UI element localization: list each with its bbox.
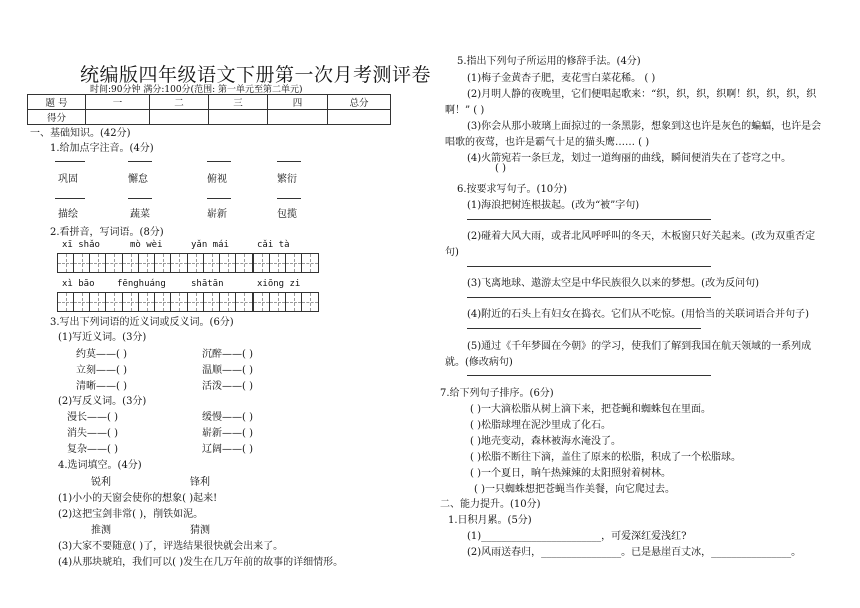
antonym-item[interactable]: 崭新——( ): [202, 428, 253, 439]
list-item[interactable]: ( )松脂不断往下滴，盖住了原来的松脂，积成了一个松脂球。: [470, 452, 741, 463]
antonym-item[interactable]: 缓慢——( ): [202, 412, 253, 423]
sentence: (4)附近的石头上有妇女在捣衣。它们从不吃惊。(用恰当的关联词语合并句子): [467, 309, 809, 320]
answer-blank[interactable]: [207, 198, 231, 199]
pinyin: xiōng zi: [257, 279, 301, 289]
score-cell[interactable]: [86, 110, 150, 125]
score-cell[interactable]: [150, 110, 209, 125]
score-header: 总分: [328, 95, 391, 110]
writing-grid[interactable]: [122, 292, 188, 312]
writing-grid[interactable]: [187, 292, 253, 312]
sentence: (3)飞离地球、遨游太空是中华民族很久以来的梦想。(改为反问句): [467, 278, 759, 289]
synonym-item[interactable]: 活泼——( ): [202, 381, 253, 392]
word: 包揽: [277, 209, 297, 220]
answer-blank[interactable]: [207, 161, 231, 162]
synonym-item[interactable]: 温顺——( ): [202, 365, 253, 376]
question-title: 1.日积月累。(5分): [448, 515, 532, 526]
question-title: 4.选词填空。(4分): [58, 460, 142, 471]
writing-grid[interactable]: [57, 292, 123, 312]
sentence[interactable]: (2)这把宝剑非常( )，削铁如泥。: [58, 509, 204, 520]
answer-line[interactable]: [467, 375, 711, 376]
antonym-item[interactable]: 消失——( ): [67, 428, 118, 439]
word-option: 锐利: [91, 477, 111, 488]
subquestion-title: (1)写近义词。(3分): [58, 332, 147, 343]
synonym-item[interactable]: 清晰——( ): [76, 381, 127, 392]
question-title: 6.按要求写句子。(10分): [457, 184, 568, 195]
subquestion-title: (2)写反义词。(3分): [58, 396, 147, 407]
pinyin: yǎn mái: [191, 240, 229, 250]
pinyin: xī shǎo: [62, 240, 100, 250]
answer-blank[interactable]: [277, 198, 301, 199]
answer-blank[interactable]: [55, 161, 85, 162]
question-title: 2.看拼音，写词语。(8分): [50, 227, 164, 238]
list-item[interactable]: ( )一个夏日，晌午热辣辣的太阳照射着树林。: [470, 468, 671, 479]
pinyin: xì bāo: [62, 279, 95, 289]
synonym-item[interactable]: 约莫——( ): [76, 349, 127, 360]
sentence: (4)火箭宛若一条巨龙，划过一道绚丽的曲线，瞬间便消失在了苍穹之中。: [467, 153, 792, 164]
score-cell[interactable]: [268, 110, 328, 125]
answer-line[interactable]: [467, 219, 711, 220]
sentence[interactable]: (1)________________________，可爱深红爱浅红?: [467, 531, 687, 542]
score-table-header-row: [28, 95, 391, 110]
list-item[interactable]: ( )松脂球埋在泥沙里成了化石。: [470, 420, 611, 431]
score-header: 四: [268, 95, 328, 110]
question-title: 3.写出下列词语的近义词或反义词。(6分): [50, 317, 234, 328]
writing-grid[interactable]: [122, 253, 188, 273]
word: 崭新: [207, 209, 227, 220]
sentence: (1)海浪把树连根拔起。(改为“被”字句): [467, 200, 640, 211]
list-item[interactable]: ( )地壳变动，森林被海水淹没了。: [470, 436, 621, 447]
score-header: 三: [209, 95, 268, 110]
pinyin: mò wèi: [130, 240, 163, 250]
sentence: (3)你会从那小玻璃上面掠过的一条黑影，想象到这也许是灰色的蝙蝠，也许是会: [467, 121, 822, 132]
writing-grid[interactable]: [253, 253, 319, 273]
answer-line[interactable]: [467, 297, 711, 298]
sentence: 句): [445, 247, 459, 258]
question-title: 7.给下列句子排序。(6分): [440, 388, 554, 399]
question-title: 5.指出下列句子所运用的修辞手法。(4分): [457, 56, 641, 67]
score-row-label: 得分: [28, 110, 86, 125]
sentence: 就。(修改病句): [445, 357, 513, 368]
sentence[interactable]: 唱歌的夜莺，也许是霸气十足的猫头鹰…… ( ): [445, 137, 650, 148]
score-table: [27, 94, 391, 125]
list-item[interactable]: ( )一大滴松脂从树上滴下来，把苍蝇和蜘蛛包在里面。: [470, 404, 711, 415]
synonym-item[interactable]: 立刻——( ): [76, 365, 127, 376]
sentence[interactable]: (3)大家不要随意( )了，评选结果很快就会出来了。: [58, 541, 284, 552]
score-cell[interactable]: [209, 110, 268, 125]
word: 俯视: [207, 174, 227, 185]
sentence[interactable]: (4)从那块琥珀，我们可以( )发生在几万年前的故事的详细情形。: [58, 557, 344, 568]
word: 繁衍: [277, 174, 297, 185]
answer-line[interactable]: [467, 266, 711, 267]
sentence[interactable]: (1)梅子金黄杏子肥，麦花雪白菜花稀。 ( ): [467, 73, 656, 84]
answer-paren[interactable]: ( ): [495, 163, 506, 174]
score-header: 题 号: [28, 95, 86, 110]
answer-blank[interactable]: [55, 198, 85, 199]
list-item[interactable]: ( )一只蜘蛛想把苍蝇当作美餐，向它爬过去。: [474, 484, 675, 495]
word-option: 锋利: [190, 477, 210, 488]
pinyin: fēnghuáng: [117, 279, 166, 289]
word-option: 推测: [91, 525, 111, 536]
antonym-item[interactable]: 漫长——( ): [67, 412, 118, 423]
answer-blank[interactable]: [277, 161, 301, 162]
section-heading: 一、基础知识。(42分): [30, 128, 131, 139]
antonym-item[interactable]: 辽阔——( ): [202, 444, 253, 455]
pinyin: shātān: [191, 279, 224, 289]
score-header: 一: [86, 95, 150, 110]
synonym-item[interactable]: 沉醉——( ): [202, 349, 253, 360]
score-header: 二: [150, 95, 209, 110]
word-option: 猜测: [190, 525, 210, 536]
word: 蔬菜: [130, 209, 150, 220]
answer-blank[interactable]: [128, 161, 152, 162]
pinyin: cǎi tà: [257, 240, 290, 250]
writing-grid[interactable]: [57, 253, 123, 273]
word: 懈怠: [128, 174, 148, 185]
sentence[interactable]: 啊！” ( ): [445, 105, 485, 116]
score-table-row: [28, 110, 391, 125]
sentence: (5)通过《千年梦圆在今朝》的学习，使我们了解到我国在航天领域的一系列成: [467, 341, 812, 352]
answer-blank[interactable]: [128, 198, 152, 199]
answer-line[interactable]: [467, 328, 701, 329]
sentence[interactable]: (1)小小的天窗会使你的想象( )起来!: [58, 493, 218, 504]
writing-grid[interactable]: [187, 253, 253, 273]
section-heading: 二、能力提升。(10分): [440, 499, 541, 510]
question-title: 1.给加点字注音。(4分): [50, 143, 154, 154]
page-title: 统编版四年级语文下册第一次月考测评卷: [80, 64, 432, 86]
word: 描绘: [58, 209, 78, 220]
word: 巩固: [58, 174, 78, 185]
exam-info: 时间:90分钟 满分:100分(范围: 第一单元至第二单元): [90, 85, 303, 95]
writing-grid[interactable]: [253, 292, 319, 312]
antonym-item[interactable]: 复杂——( ): [67, 444, 118, 455]
sentence[interactable]: (2)风雨送春归，________________。已是悬崖百丈冰，________________。: [467, 547, 802, 558]
sentence: (2)碰着大风大雨，或者北风呼呼叫的冬天，木板窗只好关起来。(改为双重否定: [467, 231, 816, 242]
sentence: (2)月明人静的夜晚里，它们便唱起歌来：“织，织，织，织啊！织，织，织，织: [467, 89, 817, 100]
score-cell[interactable]: [328, 110, 391, 125]
